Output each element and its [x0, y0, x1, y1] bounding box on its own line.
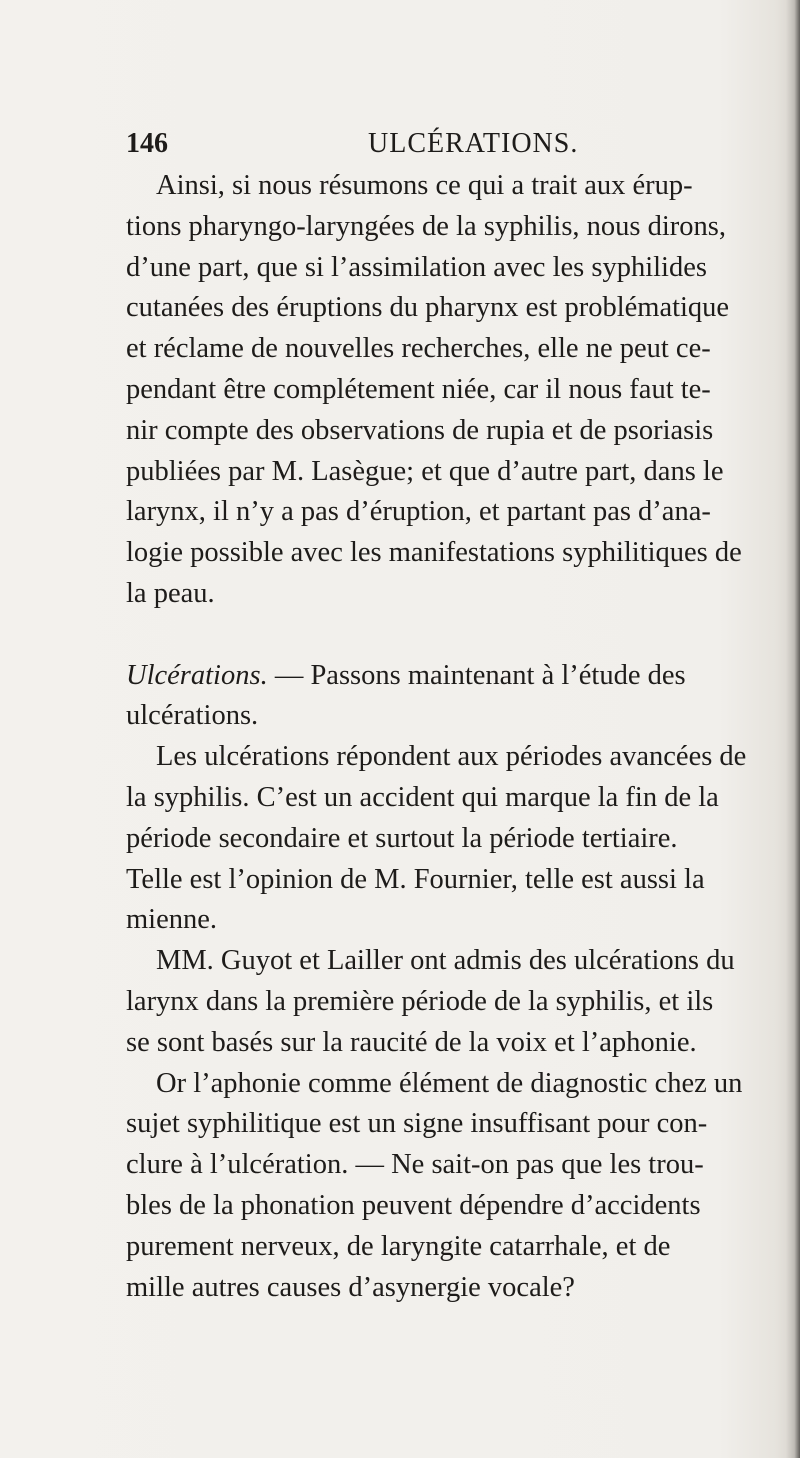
paragraph-1: [126, 166, 766, 615]
text-line: Telle est l’opinion de M. Fournier, telle est aussi la: [126, 863, 705, 895]
text-line: MM. Guyot et Lailler ont admis des ulcérations du: [156, 945, 735, 977]
text-line: sujet syphilitique est un signe insuffisant pour con-: [126, 1108, 708, 1140]
section-gap: [126, 615, 766, 656]
text-line: [126, 656, 766, 697]
text-line: la syphilis. C’est un accident qui marque la fin de la: [126, 781, 719, 813]
text-line: se sont basés sur la raucité de la voix et l’aphonie.: [126, 1026, 697, 1058]
text-line: période secondaire et surtout la période tertiaire.: [126, 822, 678, 854]
text-line: bles de la phonation peuvent dépendre d’accidents: [126, 1189, 701, 1221]
section-heading-rest: — Passons maintenant à l’étude des: [267, 659, 686, 691]
text-line: purement nerveux, de laryngite catarrhale, et de: [126, 1230, 671, 1262]
page-edge-shadow: [786, 0, 800, 1458]
page-body: [126, 166, 766, 1308]
text-line: tions pharyngo-laryngées de la syphilis, nous dirons,: [126, 210, 727, 242]
text-line: cutanées des éruptions du pharynx est problématique: [126, 292, 730, 324]
text-line: nir compte des observations de rupia et de psoriasis: [126, 414, 714, 446]
paragraph-3: [126, 941, 766, 1063]
text-line: Ainsi, si nous résumons ce qui a trait aux érup-: [156, 170, 693, 201]
text-line: mille autres causes d’asynergie vocale?: [126, 1271, 575, 1303]
paragraph-4: [126, 1064, 766, 1309]
running-title: ULCÉRATIONS.: [368, 128, 579, 159]
text-line: Or l’aphonie comme élément de diagnostic chez un: [156, 1067, 743, 1099]
page-number: 146: [126, 128, 168, 159]
text-line: logie possible avec les manifestations syphilitiques de: [126, 537, 742, 569]
text-line: clure à l’ulcération. — Ne sait-on pas que les trou-: [126, 1149, 704, 1181]
text-line: ulcérations.: [126, 700, 259, 732]
page-header: [126, 128, 736, 164]
section-ulcerations: [126, 656, 766, 738]
section-heading: Ulcérations.: [126, 659, 268, 691]
text-line: pendant être complétement niée, car il nous faut te-: [126, 373, 711, 405]
text-line: d’une part, que si l’assimilation avec les syphilides: [126, 251, 707, 283]
text-line: la peau.: [126, 577, 215, 609]
text-line: larynx, il n’y a pas d’éruption, et partant pas d’ana-: [126, 496, 711, 528]
text-line: mienne.: [126, 904, 218, 936]
text-line: Les ulcérations répondent aux périodes avancées de: [156, 741, 747, 773]
text-line: publiées par M. Lasègue; et que d’autre part, dans le: [126, 455, 724, 487]
text-line: et réclame de nouvelles recherches, elle ne peut ce-: [126, 333, 711, 365]
text-line: larynx dans la première période de la syphilis, et ils: [126, 985, 714, 1017]
paragraph-2: [126, 737, 766, 941]
